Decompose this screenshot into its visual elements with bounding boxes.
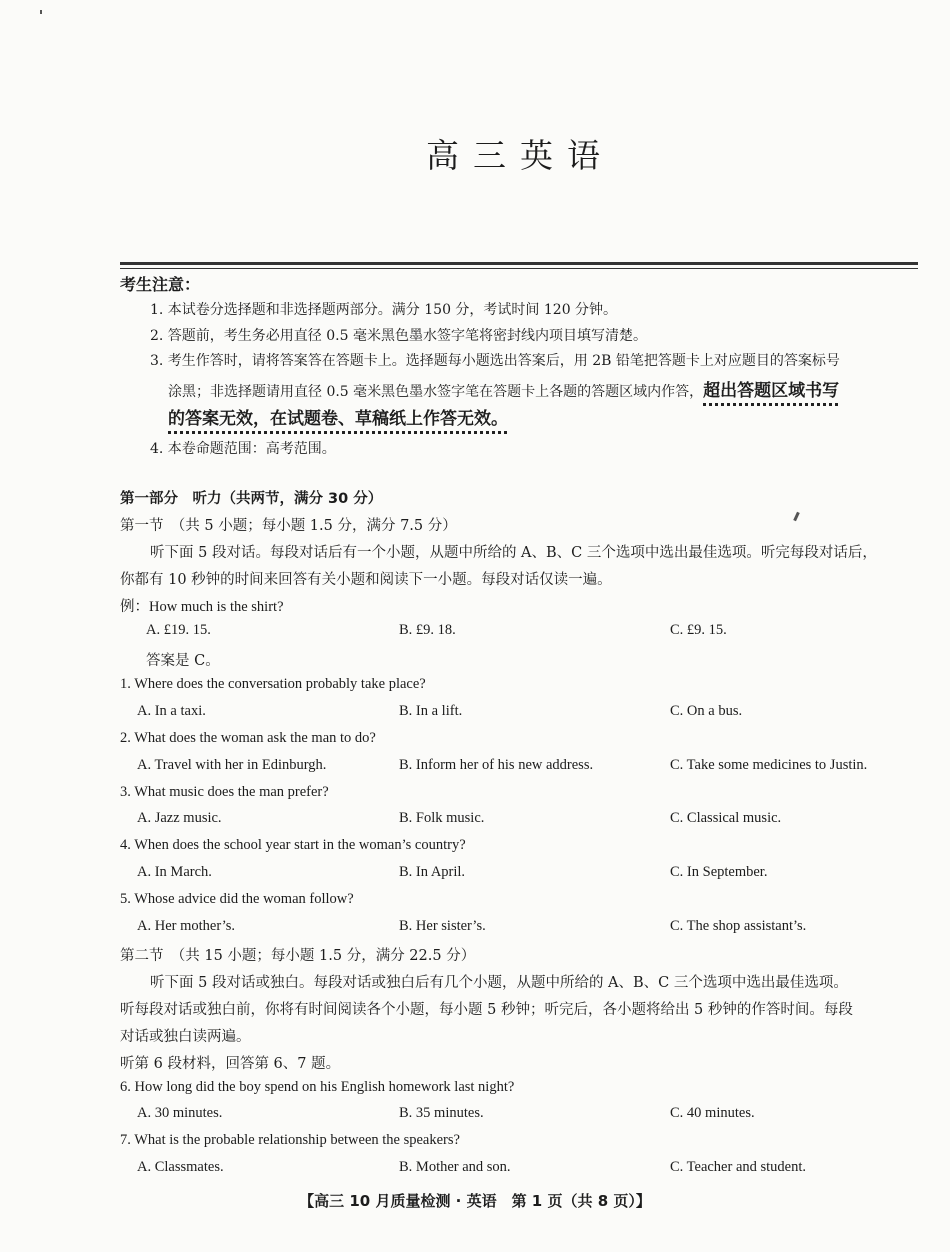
question-7: 7. What is the probable relationship between the speakers? <box>120 1132 460 1148</box>
page-footer: 【高三 10 月质量检测 · 英语 第 1 页（共 8 页）】 <box>299 1192 651 1210</box>
section2-instructions-line2: 听每段对话或独白前，你将有时间阅读各个小题，每小题 5 秒钟；听完后，各小题将给出 5 秒钟的作答时间。每段 <box>120 1002 853 1018</box>
notice-item-3: 3. 考生作答时，请将答案答在答题卡上。选择题每小题选出答案后，用 2B 铅笔把答题卡上对应题目的答案标号 <box>150 353 840 369</box>
part1-heading: 第一部分 听力（共两节，满分 30 分） <box>120 491 383 507</box>
question-5-option-a: A. Her mother’s. <box>137 918 235 934</box>
question-7-option-a: A. Classmates. <box>137 1159 224 1175</box>
section1-instructions-line2: 你都有 10 秒钟的时间来回答有关小题和阅读下一小题。每段对话仅读一遍。 <box>120 572 612 588</box>
question-3-option-b: B. Folk music. <box>399 810 485 826</box>
question-1: 1. Where does the conversation probably take place? <box>120 676 426 692</box>
question-4-option-c: C. In September. <box>670 864 768 880</box>
notice-item-2: 2. 答题前，考生务必用直径 0.5 毫米黑色墨水签字笔将密封线内项目填写清楚。 <box>150 328 647 344</box>
example-option-a: A. £19. 15. <box>146 622 211 638</box>
example-answer: 答案是 C。 <box>146 653 220 669</box>
scan-speck <box>40 10 42 14</box>
example-option-b: B. £9. 18. <box>399 622 456 638</box>
question-4-option-a: A. In March. <box>137 864 212 880</box>
question-5-option-c: C. The shop assistant’s. <box>670 918 807 934</box>
question-7-option-c: C. Teacher and student. <box>670 1159 807 1175</box>
header-rule-thick <box>120 262 918 265</box>
section1-heading: 第一节 （共 5 小题；每小题 1.5 分，满分 7.5 分） <box>120 518 457 534</box>
notice-item-3-line2-text: 涂黑；非选择题请用直径 0.5 毫米黑色墨水签字笔在答题卡上各题的答题区域内作答， <box>168 384 704 400</box>
question-4: 4. When does the school year start in the woman’s country? <box>120 837 466 853</box>
example-question: 例：How much is the shirt? <box>120 599 284 615</box>
header-rule-thin <box>120 268 918 269</box>
question-2-option-b: B. Inform her of his new address. <box>399 757 594 773</box>
material-note: 听第 6 段材料，回答第 6、7 题。 <box>120 1056 341 1072</box>
question-3: 3. What music does the man prefer? <box>120 784 329 800</box>
notice-item-3-line2 <box>168 376 839 401</box>
question-3-option-a: A. Jazz music. <box>137 810 222 826</box>
example-option-c: C. £9. 15. <box>670 622 727 638</box>
section1-instructions-line1: 听下面 5 段对话。每段对话后有一个小题，从题中所给的 A、B、C 三个选项中选出最佳选项。听完每段对话后， <box>150 545 877 561</box>
question-1-option-b: B. In a lift. <box>399 703 463 719</box>
page-title: 高三英语 <box>426 136 614 175</box>
question-7-option-b: B. Mother and son. <box>399 1159 511 1175</box>
notice-item-4: 4. 本卷命题范围：高考范围。 <box>150 441 336 457</box>
question-2: 2. What does the woman ask the man to do? <box>120 730 376 746</box>
notice-item-3-emphasis: 超出答题区域书写 <box>703 381 840 401</box>
question-6: 6. How long did the boy spend on his English homework last night? <box>120 1079 515 1095</box>
question-3-option-c: C. Classical music. <box>670 810 782 826</box>
question-1-option-c: C. On a bus. <box>670 703 743 719</box>
scan-speck <box>793 512 800 521</box>
question-5-option-b: B. Her sister’s. <box>399 918 486 934</box>
question-2-option-a: A. Travel with her in Edinburgh. <box>137 757 327 773</box>
question-6-option-c: C. 40 minutes. <box>670 1105 755 1121</box>
question-6-option-a: A. 30 minutes. <box>137 1105 223 1121</box>
question-6-option-b: B. 35 minutes. <box>399 1105 484 1121</box>
section2-heading: 第二节 （共 15 小题；每小题 1.5 分，满分 22.5 分） <box>120 948 476 964</box>
question-5: 5. Whose advice did the woman follow? <box>120 891 354 907</box>
question-4-option-b: B. In April. <box>399 864 466 880</box>
section2-instructions-line1: 听下面 5 段对话或独白。每段对话或独白后有几个小题，从题中所给的 A、B、C 三个选项中选出最佳选项。 <box>150 975 848 991</box>
notice-item-1: 1. 本试卷分选择题和非选择题两部分。满分 150 分，考试时间 120 分钟。 <box>150 302 618 318</box>
section2-instructions-line3: 对话或独白读两遍。 <box>120 1029 251 1045</box>
notice-heading: 考生注意： <box>120 275 201 294</box>
question-2-option-c: C. Take some medicines to Justin. <box>670 757 868 773</box>
notice-item-3-line3: 的答案无效，在试题卷、草稿纸上作答无效。 <box>168 409 508 429</box>
question-1-option-a: A. In a taxi. <box>137 703 206 719</box>
